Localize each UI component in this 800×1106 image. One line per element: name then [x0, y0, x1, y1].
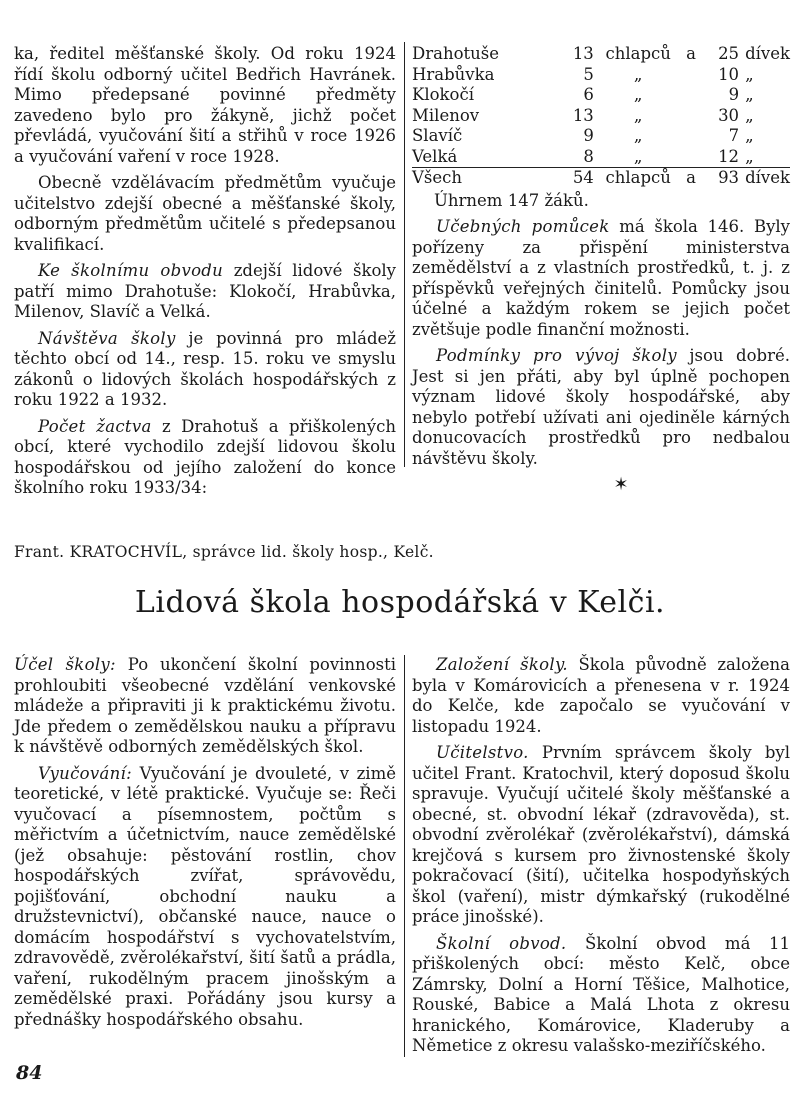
village-cell: Všech: [412, 168, 554, 189]
girls-count-cell: 9: [728, 85, 740, 104]
boys-count-cell: 5: [583, 64, 594, 84]
conjunction-cell: [683, 65, 700, 86]
lead-staff: Učitelstvo.: [436, 743, 529, 762]
boys-word-cell: chlapců: [594, 168, 683, 189]
girls-word-cell: dívek: [745, 44, 790, 63]
pupil-table: [412, 44, 790, 189]
table-row: [412, 65, 790, 86]
top-left-column: [14, 44, 396, 505]
conjunction-cell: a: [683, 168, 700, 189]
boys-count-cell: 13: [572, 44, 594, 63]
lead-teaching: Vyučování:: [38, 763, 132, 783]
girls-word-cell: „: [745, 146, 754, 166]
boys-count-cell: 13: [572, 105, 594, 125]
table-row: [412, 85, 790, 106]
star-separator-icon: ✶: [613, 474, 629, 495]
paragraph-conditions: Podmínky pro vývoj školy jsou dobré. Jest si jen přáti, aby byl úplně pochopen význam lidové školy hospodářské, aby nebylo potřebí užívati ani ojediněle kárných donucovacích prostředků pro nedbalou návštěvu školy.: [412, 346, 790, 468]
girls-word-cell: „: [745, 105, 754, 125]
lead-teaching-aids: Učebných pomůcek: [436, 217, 610, 236]
table-row: [412, 126, 790, 147]
girls-word-cell: „: [745, 64, 754, 84]
lead-purpose: Účel školy:: [14, 655, 116, 674]
lead-founding: Založení školy.: [436, 655, 568, 674]
girls-count-cell: 93: [700, 168, 739, 189]
conjunction-cell: [683, 126, 700, 147]
table-row: [412, 44, 790, 65]
village-cell: Slavíč: [412, 126, 463, 145]
table-sum-row: [412, 168, 790, 189]
girls-word-cell: dívek: [739, 168, 790, 189]
paragraph-teaching-aids: Učebných pomůcek má škola 146. Byly pořízeny za přispění ministerstva zemědělství a z vlastních prostředků, t. j. z příspěvků veřejných činitelů. Pomůcky jsou účelné a každým rokem se jejich počet zvětšuje podle finanční možnosti.: [412, 217, 791, 339]
page-number: 84: [16, 1062, 43, 1084]
column-divider-top: [404, 42, 405, 467]
top-right-column: [412, 44, 790, 496]
boys-word-cell: „: [633, 85, 643, 104]
table-row: [412, 147, 790, 168]
paragraph-district: Ke školnímu obvodu zdejší lidové školy patří mimo Drahotuše: Klokočí, Hrabůvka, Milenov, Slavíč a Velká.: [14, 261, 397, 321]
girls-word-cell: „: [745, 85, 754, 104]
village-cell: Klokočí: [412, 85, 474, 104]
total-pupils: Úhrnem 147 žáků.: [434, 190, 589, 210]
conjunction-cell: a: [686, 44, 696, 63]
lead-conditions: Podmínky pro vývoj školy: [436, 346, 677, 365]
girls-count-cell: 30: [718, 105, 740, 125]
lead-district: Ke školnímu obvodu: [38, 261, 224, 280]
boys-word-cell: „: [633, 105, 643, 125]
boys-count-cell: 8: [583, 146, 594, 166]
paragraph-pupil-count: Počet žactva z Drahotuš a přiškolených obcí, které vychodilo zdejší lidovou školu hospodářskou od jejího založení do konce školního roku 1933/34:: [14, 416, 396, 497]
girls-count-cell: 7: [728, 126, 740, 145]
bottom-right-column: [412, 655, 790, 1063]
lead-school-district: Školní obvod.: [436, 933, 567, 953]
conjunction-cell: [683, 147, 700, 168]
paragraph-purpose: Účel školy: Po ukončení školní povinnosti prohloubiti všeobecné vzdělání venkovské mládeže a připraviti ji k praktickému životu. Jde předem o zemědělskou nauku a přípravu k návštěvě odborných zemědělských škol.: [14, 655, 396, 756]
girls-count-cell: 10: [718, 64, 740, 84]
paragraph-school-district: Školní obvod. Školní obvod má 11 přiškolených obcí: město Kelč, obce Zámrsky, Dolní a Horní Těšice, Malhotice, Rouské, Babice a Malá Lhota z okresu hranického, Komárovice, Kladeruby a Němetice z okresu valašsko-meziříčského.: [412, 933, 790, 1055]
village-cell: Drahotuše: [412, 44, 500, 63]
paragraph-founding: Založení školy. Škola původně založena byla v Komárovicích a přenesena v r. 1924 do Kelče, kde započalo se vyučování v listopadu 1924.: [412, 655, 790, 736]
girls-word-cell: „: [745, 126, 754, 145]
paragraph-attendance: Návštěva školy je povinná pro mládež těchto obcí od 14., resp. 15. roku ve smyslu zákonů o lidových školách hospodářských z roku 1922 a 1932.: [14, 328, 396, 409]
paragraph-teaching: Vyučování: Vyučování je dvouleté, v zimě teoretické, v létě praktické. Vyučuje se: Řeči vyučovací a písemnostem, počtům s měřictvím a účetnictvím, nauce zemědělské (jež obsahuje: pěstování rostlin, chov hospodářských zvířat, správovědu, pojišťování, obchodní nauku a družstevnictví), občanské nauce, nauce o domácím hospodářství s vychovatelstvím, zdravovědě, zvěrolékařství, šití šatů a prádla, vaření, rukodělným pracem jinošským a zemědělské praxi. Pořádány jsou kursy a přednášky hospodářského obsahu.: [14, 763, 396, 1029]
paragraph-teachers: Obecně vzdělávacím předmětům vyučuje učitelstvo zdejší obecné a měšťanské školy, odborným předmětům učitelé s předepsanou kvalifikací.: [14, 173, 396, 254]
boys-count-cell: 54: [554, 168, 593, 189]
boys-count-cell: 9: [583, 126, 594, 145]
bottom-left-column: [14, 655, 396, 1036]
boys-word-cell: „: [633, 126, 643, 145]
boys-word-cell: „: [633, 64, 643, 84]
article-title: Lidová škola hospodářská v Kelči.: [134, 585, 666, 620]
boys-count-cell: 6: [583, 85, 594, 104]
table-row: [412, 106, 790, 127]
boys-word-cell: „: [633, 146, 643, 166]
boys-word-cell: chlapců: [605, 44, 671, 63]
paragraph-staff: Učitelstvo. Prvním správcem školy byl učitel Frant. Kratochvil, který doposud školu spravuje. Vyučují učitelé školy měšťanské a obecné, st. obvodní lékař (zdravověda), st. obvodní zvěrolékař (zvěrolékařství), dámská krejčová s kursem pro živnostenské školy pokračovací (šití), učitelka hospodyňských škol (vaření), mistr dýmkařský (rukodělné práce jinošské).: [412, 743, 790, 926]
lead-attendance: Návštěva školy: [38, 328, 176, 348]
village-cell: Hrabůvka: [412, 64, 495, 84]
conjunction-cell: [683, 85, 700, 106]
village-cell: Velká: [412, 146, 458, 166]
author-byline: Frant. KRATOCHVÍL, správce lid. školy hosp., Kelč.: [14, 543, 434, 561]
girls-count-cell: 25: [718, 44, 740, 63]
lead-pupil-count: Počet žactva: [38, 416, 152, 436]
conjunction-cell: [683, 106, 700, 127]
village-cell: Milenov: [412, 105, 480, 125]
girls-count-cell: 12: [718, 146, 740, 166]
column-divider-bottom: [404, 655, 405, 1057]
paragraph-continuation: ka, ředitel měšťanské školy. Od roku 1924 řídí školu odborný učitel Bedřich Havránek. Mimo předepsané povinné předměty zavedeno bylo pro žákyně, jichž počet převládá, vyučování šití a střihů v roce 1926 a vyučování vaření v roce 1928.: [14, 44, 396, 166]
